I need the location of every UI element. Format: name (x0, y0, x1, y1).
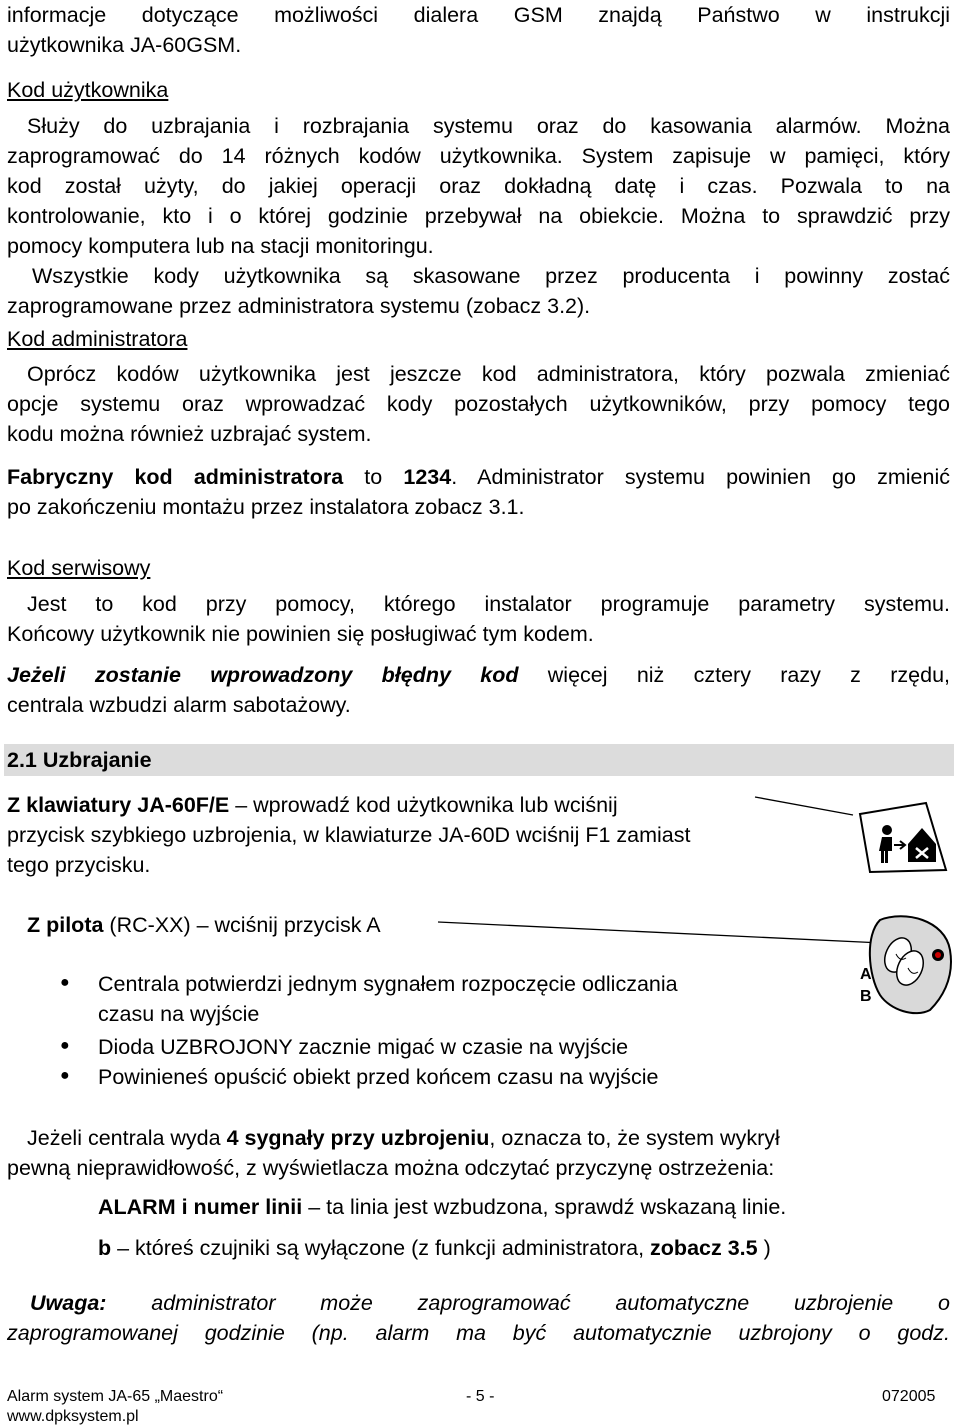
user-code-line-7: zaprogramowane przez administratora systemu (zobacz 3.2). (7, 294, 591, 318)
remote-line (27, 910, 381, 940)
wrong-code-line-2: centrala wzbudzi alarm sabotażowy. (7, 693, 351, 717)
factory-code-to: to (343, 465, 404, 489)
bullet-dot-icon: ● (60, 974, 70, 991)
remote-fob-icon (860, 910, 960, 1020)
b-label: b (98, 1236, 112, 1260)
note-rest: administrator może zaprogramować automatyczne uzbrojenie o (106, 1291, 950, 1315)
remote-button-a-label: A (860, 966, 872, 983)
service-code-line-2: Końcowy użytkownik nie powinien się posługiwać tym kodem. (7, 622, 594, 646)
note-label: Uwaga: (30, 1291, 107, 1315)
bullet-item-1: Centrala potwierdzi jednym sygnałem rozpoczęcie odliczania (98, 972, 678, 996)
user-code-line-4: kontrolowanie, kto i o której godzinie przebywał na obiekcie. Można to sprawdzić przy (7, 204, 950, 228)
admin-code-heading: Kod administratora (7, 327, 188, 351)
note-line-2: zaprogramowanej godzinie (np. alarm ma być automatycznie uzbrojony o godz. (7, 1321, 950, 1345)
keypad-line-3: tego przycisku. (7, 853, 151, 877)
alarm-line (98, 1192, 786, 1222)
factory-code-label: Fabryczny kod administratora (7, 465, 344, 489)
signals-line-2: pewną nieprawidłowość, z wyświetlacza można odczytać przyczynę ostrzeżenia: (7, 1156, 775, 1180)
signals-pre: Jeżeli centrala wyda (27, 1126, 227, 1150)
user-code-line-5: pomocy komputera lub na stacji monitoringu. (7, 234, 434, 258)
admin-code-line-2: opcje systemu oraz wprowadzać kody pozostałych użytkowników, przy pomocy tego (7, 392, 950, 416)
alarm-label: ALARM i numer linii (98, 1195, 303, 1219)
footer-url: www.dpksystem.pl (7, 1408, 139, 1425)
factory-code-value: 1234 (403, 465, 452, 489)
service-code-heading: Kod serwisowy (7, 556, 151, 580)
b-line (98, 1233, 771, 1263)
b-end: ) (757, 1236, 771, 1260)
b-ref: zobacz 3.5 (650, 1236, 758, 1260)
bullet-dot-icon: ● (60, 1067, 70, 1084)
signals-line-1 (27, 1123, 780, 1153)
footer-date: 072005 (882, 1388, 936, 1405)
b-rest: – któreś czujniki są wyłączone (z funkcji administratora, (111, 1236, 651, 1260)
intro-line-2: użytkownika JA-60GSM. (7, 33, 242, 57)
user-code-heading: Kod użytkownika (7, 78, 169, 102)
admin-code-line-1: Oprócz kodów użytkownika jest jeszcze kod administratora, który pozwala zmieniać (27, 362, 950, 386)
keypad-rest: – wprowadź kod użytkownika lub wciśnij (229, 793, 618, 817)
keypad-label: Z klawiatury JA-60F/E (7, 793, 230, 817)
remote-rest: (RC-XX) – wciśnij przycisk A (103, 913, 381, 937)
footer-title: Alarm system JA-65 „Maestro“ (7, 1388, 224, 1405)
signals-bold: 4 sygnały przy uzbrojeniu (226, 1126, 490, 1150)
factory-code-line-2: po zakończeniu montażu przez instalatora zobacz 3.1. (7, 495, 525, 519)
wrong-code-rest: więcej niż cztery razy z rzędu, (518, 663, 950, 687)
bullet-item-1-cont: czasu na wyjście (98, 1002, 260, 1026)
intro-line-1: informacje dotyczące możliwości dialera GSM znajdą Państwo w instrukcji (7, 3, 950, 27)
section-title: 2.1 Uzbrajanie (7, 748, 152, 772)
admin-code-line-3: kodu można również uzbrajać system. (7, 422, 372, 446)
user-code-line-1: Służy do uzbrajania i rozbrajania systemu oraz do kasowania alarmów. Można (27, 114, 950, 138)
user-code-line-3: kod został użyty, do jakiej operacji oraz dokładną datę i czas. Pozwala to na (7, 174, 950, 198)
factory-code-rest: . Administrator systemu powinien go zmienić (451, 465, 950, 489)
alarm-rest: – ta linia jest wzbudzona, sprawdź wskazaną linie. (302, 1195, 787, 1219)
quick-arm-key-icon (848, 800, 953, 875)
footer-page-number: - 5 - (466, 1388, 495, 1405)
user-code-line-6: Wszystkie kody użytkownika są skasowane przez producenta i powinny zostać (32, 264, 950, 288)
keypad-line-2: przycisk szybkiego uzbrojenia, w klawiaturze JA-60D wciśnij F1 zamiast (7, 823, 691, 847)
bullet-dot-icon: ● (60, 1037, 70, 1054)
remote-button-b-label: B (860, 988, 872, 1005)
remote-label: Z pilota (27, 913, 104, 937)
service-code-line-1: Jest to kod przy pomocy, którego instalator programuje parametry systemu. (27, 592, 950, 616)
user-code-line-2: zaprogramować do 14 różnych kodów użytkownika. System zapisuje w pamięci, który (7, 144, 950, 168)
bullet-item-2: Dioda UZBROJONY zacznie migać w czasie na wyjście (98, 1035, 629, 1059)
signals-post: , oznacza to, że system wykrył (489, 1126, 780, 1150)
bullet-item-3: Powinieneś opuścić obiekt przed końcem czasu na wyjście (98, 1065, 659, 1089)
note-line-1 (7, 1288, 950, 1318)
wrong-code-warning: Jeżeli zostanie wprowadzony błędny kod (7, 663, 519, 687)
